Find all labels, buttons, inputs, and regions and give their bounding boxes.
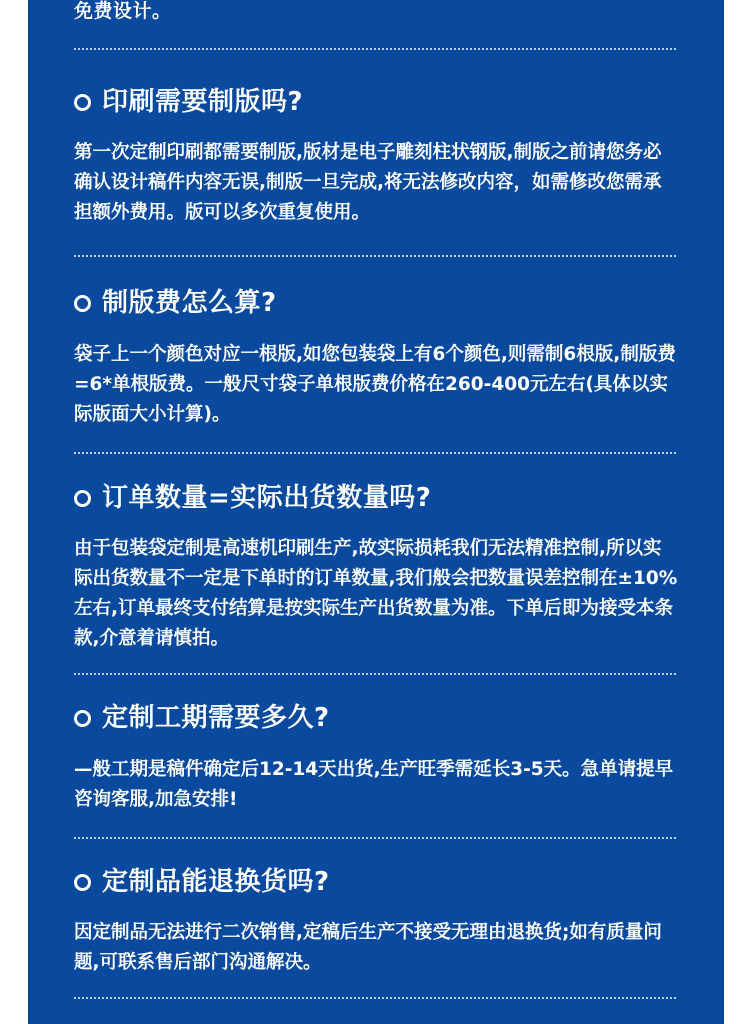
circle-outline-icon xyxy=(74,874,91,891)
divider xyxy=(74,837,676,839)
faq-question-quantity xyxy=(74,480,431,516)
faq-question-plate-fee xyxy=(74,285,277,321)
divider xyxy=(74,452,676,454)
divider xyxy=(74,255,676,257)
divider xyxy=(74,48,676,50)
circle-outline-icon xyxy=(74,94,91,111)
faq-answer-plate-fee: 袋子上一个颜色对应一根版,如您包装袋上有6个颜色,则需制6根版,制版费=6*单根版费。一般尺寸袋子单根版费价格在260-400元左右(具体以实际版面大小计算)。 xyxy=(74,344,676,425)
faq-question-returns xyxy=(74,864,330,900)
faq-answer-plate-making: 第一次定制印刷都需要制版,版材是电子雕刻柱状钢版,制版之前请您务必确认设计稿件内容无误,制版一旦完成,将无法修改内容，如需修改您需承担额外费用。版可以多次重复使用。 xyxy=(74,142,662,223)
faq-question-text: 定制品能退换货吗? xyxy=(102,867,330,897)
divider xyxy=(74,673,676,675)
divider xyxy=(74,997,676,999)
faq-question-text: 定制工期需要多久? xyxy=(102,703,330,733)
faq-question-lead-time xyxy=(74,700,330,736)
faq-question-text: 印刷需要制版吗? xyxy=(102,87,304,117)
faq-question-text: 订单数量=实际出货数量吗? xyxy=(102,483,432,513)
faq-panel xyxy=(28,0,724,1024)
faq-answer-returns: 因定制品无法进行二次销售,定稿后生产不接受无理由退换货;如有质量问题,可联系售后部门沟通解决。 xyxy=(74,922,662,973)
faq-question-plate-making xyxy=(74,84,303,120)
faq-answer-quantity: 由于包装袋定制是高速机印刷生产,故实际损耗我们无法精准控制,所以实际出货数量不一定是下单时的订单数量,我们般会把数量误差控制在±10%左右,订单最终支付结算是按实际生产出货数量为准。下单后即为接受本条款,介意着请慎拍。 xyxy=(74,538,678,649)
circle-outline-icon xyxy=(74,710,91,727)
circle-outline-icon xyxy=(74,490,91,507)
intro-text-tail: 免费设计。 xyxy=(74,0,172,22)
circle-outline-icon xyxy=(74,295,91,312)
faq-answer-lead-time: —般工期是稿件确定后12-14天出货,生产旺季需延长3-5天。急单请提早咨询客服,加急安排! xyxy=(74,759,674,810)
faq-question-text: 制版费怎么算? xyxy=(102,288,277,318)
